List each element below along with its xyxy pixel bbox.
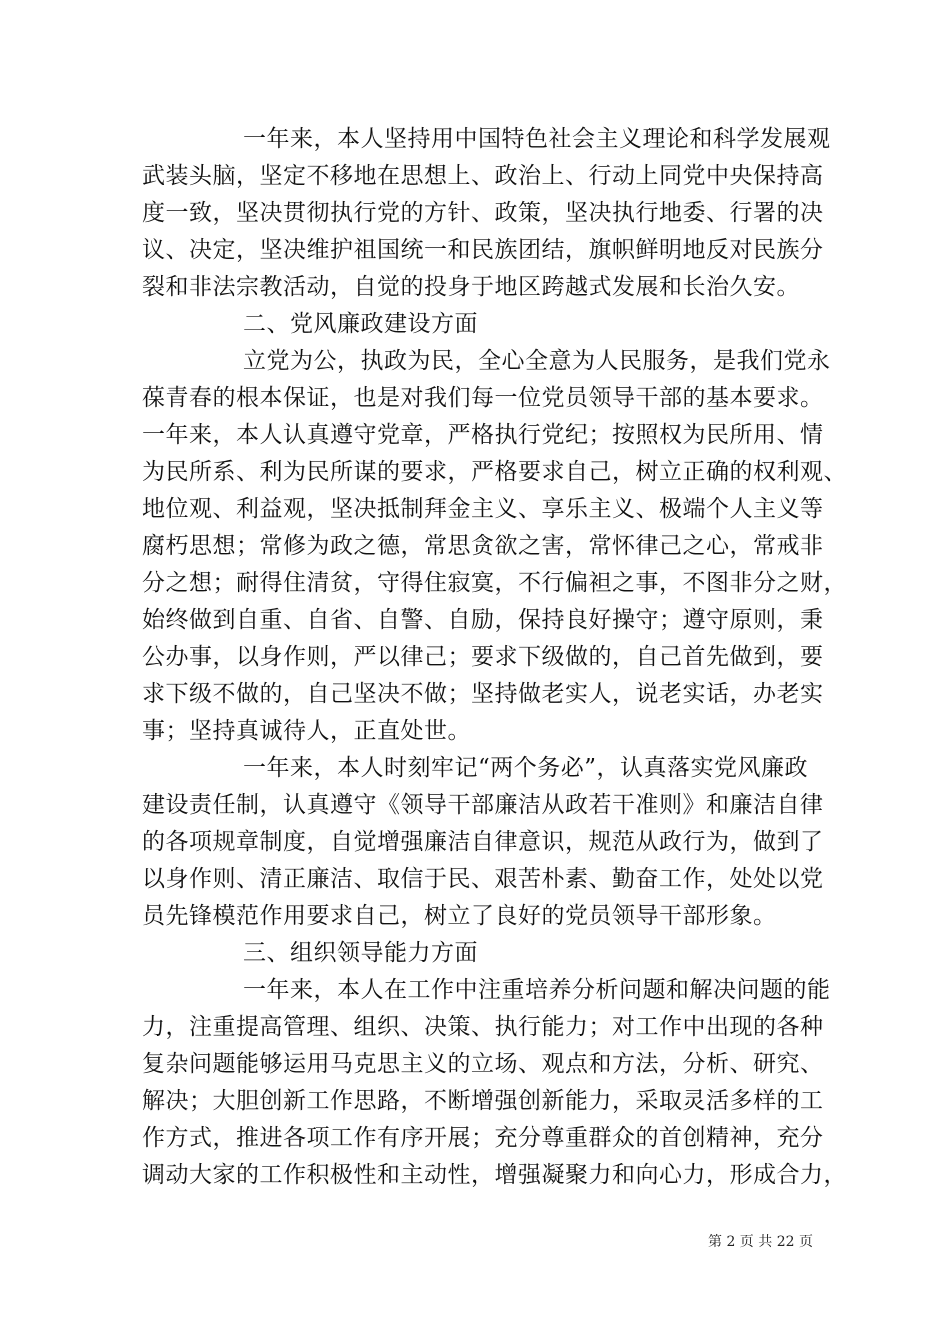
text-line: 解决；大胆创新工作思路，不断增强创新能力，采取灵活多样的工 xyxy=(142,1088,824,1114)
text-line: 始终做到自重、自省、自警、自励，保持良好操守；遵守原则，秉 xyxy=(142,607,824,633)
text-line: 作方式，推进各项工作有序开展；充分尊重群众的首创精神，充分 xyxy=(142,1125,824,1151)
text-line: 一年来，本人坚持用中国特色社会主义理论和科学发展观 xyxy=(243,126,831,152)
text-line: 建设责任制，认真遵守《领导干部廉洁从政若干准则》和廉洁自律 xyxy=(142,792,824,818)
text-line: 公办事，以身作则，严以律己；要求下级做的，自己首先做到，要 xyxy=(142,644,824,670)
text-line: 议、决定，坚决维护祖国统一和民族团结，旗帜鲜明地反对民族分 xyxy=(142,237,824,263)
section-heading: 二、党风廉政建设方面 xyxy=(243,311,478,337)
text-line: 一年来，本人时刻牢记“两个务必”，认真落实党风廉政 xyxy=(243,755,809,781)
section-heading: 三、组织领导能力方面 xyxy=(243,940,478,966)
text-line: 以身作则、清正廉洁、取信于民、艰苦朴素、勤奋工作，处处以党 xyxy=(142,866,824,892)
text-line: 的各项规章制度，自觉增强廉洁自律意识，规范从政行为，做到了 xyxy=(142,829,824,855)
text-line: 度一致，坚决贯彻执行党的方针、政策，坚决执行地委、行署的决 xyxy=(142,200,824,226)
page-number: 第 2 页 共 22 页 xyxy=(708,1234,813,1250)
text-line: 地位观、利益观，坚决抵制拜金主义、享乐主义、极端个人主义等 xyxy=(142,496,824,522)
text-line: 一年来，本人认真遵守党章，严格执行党纪；按照权为民所用、情 xyxy=(142,422,824,448)
text-line: 腐朽思想；常修为政之德，常思贪欲之害，常怀律己之心，常戒非 xyxy=(142,533,824,559)
text-line: 调动大家的工作积极性和主动性，增强凝聚力和向心力，形成合力， xyxy=(142,1162,847,1188)
text-line: 分之想；耐得住清贫，守得住寂寞，不行偏袒之事，不图非分之财， xyxy=(142,570,847,596)
text-line: 葆青春的根本保证，也是对我们每一位党员领导干部的基本要求。 xyxy=(142,385,824,411)
text-line: 武装头脑，坚定不移地在思想上、政治上、行动上同党中央保持高 xyxy=(142,163,824,189)
text-line: 裂和非法宗教活动，自觉的投身于地区跨越式发展和长治久安。 xyxy=(142,274,800,300)
text-line: 为民所系、利为民所谋的要求，严格要求自己，树立正确的权利观、 xyxy=(142,459,847,485)
text-line: 一年来，本人在工作中注重培养分析问题和解决问题的能 xyxy=(243,977,831,1003)
text-line: 求下级不做的，自己坚决不做；坚持做老实人，说老实话，办老实 xyxy=(142,681,824,707)
text-line: 力，注重提高管理、组织、决策、执行能力；对工作中出现的各种 xyxy=(142,1014,824,1040)
text-line: 立党为公，执政为民，全心全意为人民服务，是我们党永 xyxy=(243,348,831,374)
text-line: 事；坚持真诚待人，正直处世。 xyxy=(142,718,471,744)
text-line: 员先锋模范作用要求自己，树立了良好的党员领导干部形象。 xyxy=(142,903,777,929)
text-line: 复杂问题能够运用马克思主义的立场、观点和方法，分析、研究、 xyxy=(142,1051,824,1077)
